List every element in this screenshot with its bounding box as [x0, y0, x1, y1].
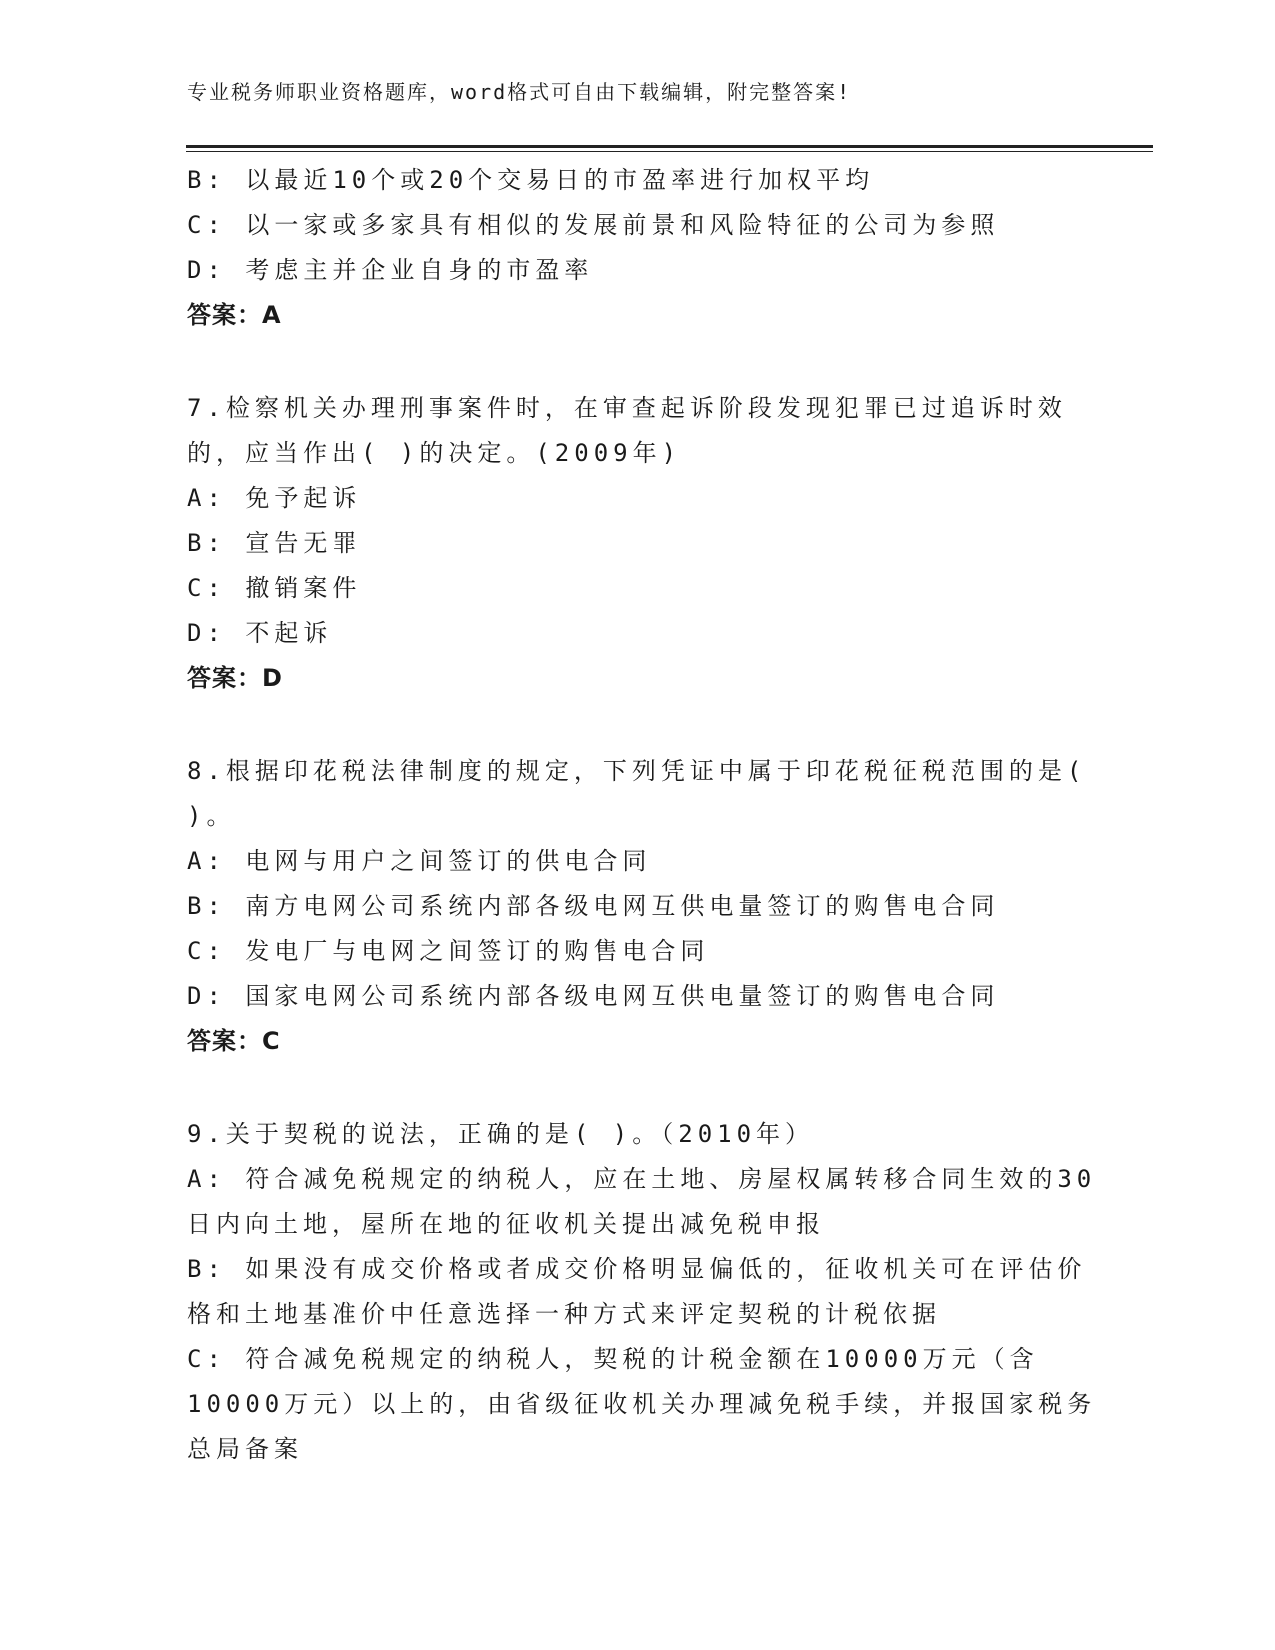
option-c: C: 撤销案件 — [187, 574, 362, 602]
option-b: B: 宣告无罪 — [187, 529, 362, 557]
question-stem: )。 — [187, 802, 236, 830]
question-stem: 的，应当作出( )的决定。(2009年) — [187, 439, 682, 467]
question-6-tail — [187, 158, 1087, 338]
option-b: B: 以最近10个或20个交易日的市盈率进行加权平均 — [187, 166, 875, 194]
option-c: C: 符合减免税规定的纳税人，契税的计税金额在10000万元（含 — [187, 1345, 1039, 1373]
option-d: D: 考虑主并企业自身的市盈率 — [187, 256, 594, 284]
question-stem: 9.关于契税的说法，正确的是( )。（2010年） — [187, 1120, 815, 1148]
question-7 — [187, 386, 1087, 701]
option-c: C: 发电厂与电网之间签订的购售电合同 — [187, 937, 710, 965]
question-8 — [187, 749, 1087, 1064]
option-b: B: 如果没有成交价格或者成交价格明显偏低的，征收机关可在评估价 — [187, 1255, 1087, 1283]
spacer — [187, 338, 1087, 386]
question-content — [187, 158, 1097, 1472]
option-c-continued: 10000万元）以上的，由省级征收机关办理减免税手续，并报国家税务 — [187, 1390, 1097, 1418]
option-c-continued: 总局备案 — [187, 1435, 303, 1463]
header-divider-thick — [186, 145, 1153, 148]
option-a: A: 电网与用户之间签订的供电合同 — [187, 847, 652, 875]
option-d: D: 国家电网公司系统内部各级电网互供电量签订的购售电合同 — [187, 982, 1000, 1010]
option-c: C: 以一家或多家具有相似的发展前景和风险特征的公司为参照 — [187, 211, 1000, 239]
answer-label: 答案：D — [187, 664, 283, 692]
option-b: B: 南方电网公司系统内部各级电网互供电量签订的购售电合同 — [187, 892, 1000, 920]
question-stem: 8.根据印花税法律制度的规定，下列凭证中属于印花税征税范围的是( — [187, 757, 1087, 785]
question-9 — [187, 1112, 1097, 1472]
spacer — [187, 701, 1087, 749]
answer-label: 答案：C — [187, 1027, 281, 1055]
option-a: A: 免予起诉 — [187, 484, 362, 512]
option-a: A: 符合减免税规定的纳税人，应在土地、房屋权属转移合同生效的30 — [187, 1165, 1097, 1193]
option-d: D: 不起诉 — [187, 619, 333, 647]
question-stem: 7.检察机关办理刑事案件时，在审查起诉阶段发现犯罪已过追诉时效 — [187, 394, 1067, 422]
page-header: 专业税务师职业资格题库，word格式可自由下载编辑，附完整答案! — [187, 80, 852, 104]
spacer — [187, 1064, 1087, 1112]
answer-label: 答案：A — [187, 301, 282, 329]
option-a-continued: 日内向土地，屋所在地的征收机关提出减免税申报 — [187, 1210, 825, 1238]
option-b-continued: 格和土地基准价中任意选择一种方式来评定契税的计税依据 — [187, 1300, 941, 1328]
header-divider-thin — [186, 151, 1153, 152]
